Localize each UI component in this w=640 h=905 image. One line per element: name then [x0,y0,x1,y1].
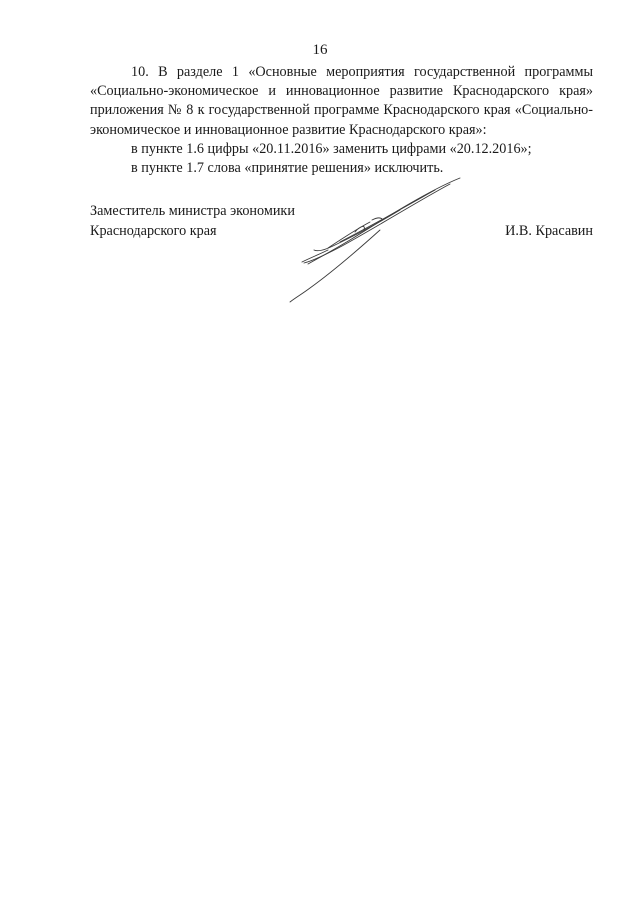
signature-row [90,221,593,241]
signatory-title-line-2: Краснодарского края [90,223,217,239]
signatory-name: И.В. Красавин [505,223,593,239]
amendment-item-2: в пункте 1.7 слова «принятие решения» исключить. [131,160,444,177]
amendment-paragraph: 10. В разделе 1 «Основные мероприятия государственной программы «Социально-экономическое и инновационное развитие Краснодарского края» приложения № 8 к государственной программе Краснодарского края «Социально-экономическое и инновационное развитие Краснодарского края»: [90,64,593,138]
signatory-title-line-1: Заместитель министра экономики [90,203,295,219]
amendment-item-1: в пункте 1.6 цифры «20.11.2016» заменить цифрами «20.12.2016»; [131,140,532,157]
page-number: 16 [312,42,328,58]
signature-block [90,201,593,241]
document-body [90,63,593,178]
